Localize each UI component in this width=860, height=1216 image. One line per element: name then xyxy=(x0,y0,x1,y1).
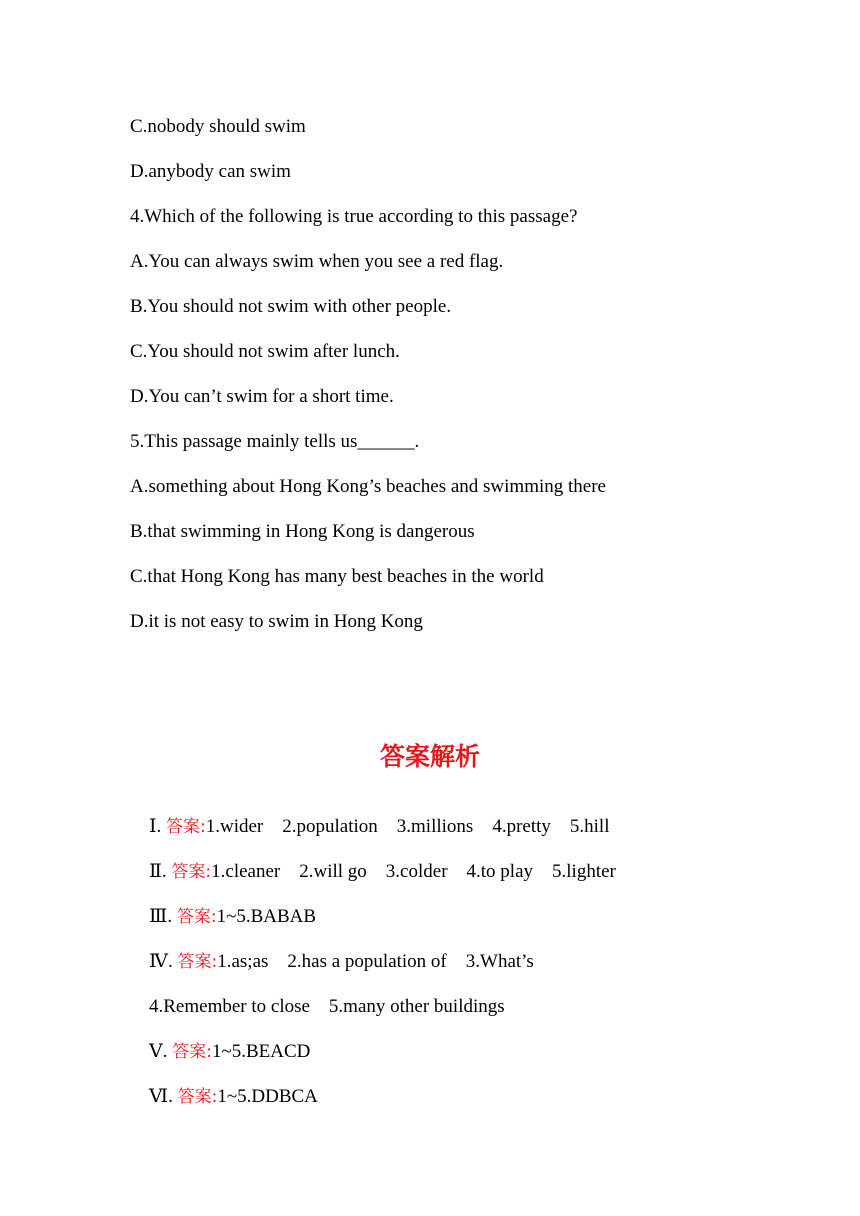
section-number: Ⅲ. xyxy=(149,906,177,927)
answer-label: 答案: xyxy=(172,1042,212,1062)
answer-items: 1.as;as 2.has a population of 3.What’s xyxy=(217,951,534,972)
option-5c: C.that Hong Kong has many best beaches in the world xyxy=(130,566,544,587)
answer-items: 1~5.BABAB xyxy=(216,906,317,927)
option-4b: B.You should not swim with other people. xyxy=(130,296,452,317)
option-4c: C.You should not swim after lunch. xyxy=(130,341,400,362)
option-5d: D.it is not easy to swim in Hong Kong xyxy=(130,611,423,632)
section-number: Ⅱ. xyxy=(149,861,172,882)
section-number: Ⅰ. xyxy=(149,816,167,837)
answer-label: 答案: xyxy=(166,817,206,837)
question-4: 4.Which of the following is true according to this passage? xyxy=(130,206,578,227)
option-3c: C.nobody should swim xyxy=(130,116,306,137)
answer-items: 1~5.BEACD xyxy=(211,1041,311,1062)
option-4d: D.You can’t swim for a short time. xyxy=(130,386,394,407)
section-number: Ⅴ. xyxy=(149,1041,173,1062)
answer-items: 1.wider 2.population 3.millions 4.pretty 5.hill xyxy=(205,816,610,837)
section-number: Ⅵ. xyxy=(149,1086,178,1107)
answer-row-6 xyxy=(130,1061,318,1133)
question-5: 5.This passage mainly tells us______. xyxy=(130,431,420,452)
answer-label: 答案: xyxy=(171,862,212,882)
option-4a: A.You can always swim when you see a red flag. xyxy=(130,251,504,272)
option-3d: D.anybody can swim xyxy=(130,161,291,182)
answer-label: 答案: xyxy=(176,907,217,927)
option-5b: B.that swimming in Hong Kong is dangerous xyxy=(130,521,475,542)
answers-heading: 答案解析 xyxy=(379,742,480,771)
answer-items: 1.cleaner 2.will go 3.colder 4.to play 5.lighter xyxy=(211,861,616,882)
option-5a: A.something about Hong Kong’s beaches and swimming there xyxy=(130,476,606,497)
answer-items: 4.Remember to close 5.many other buildings xyxy=(149,996,505,1017)
answer-label: 答案: xyxy=(177,952,218,972)
answer-items: 1~5.DDBCA xyxy=(217,1086,318,1107)
answer-label: 答案: xyxy=(177,1087,218,1107)
section-number: Ⅳ. xyxy=(149,951,178,972)
